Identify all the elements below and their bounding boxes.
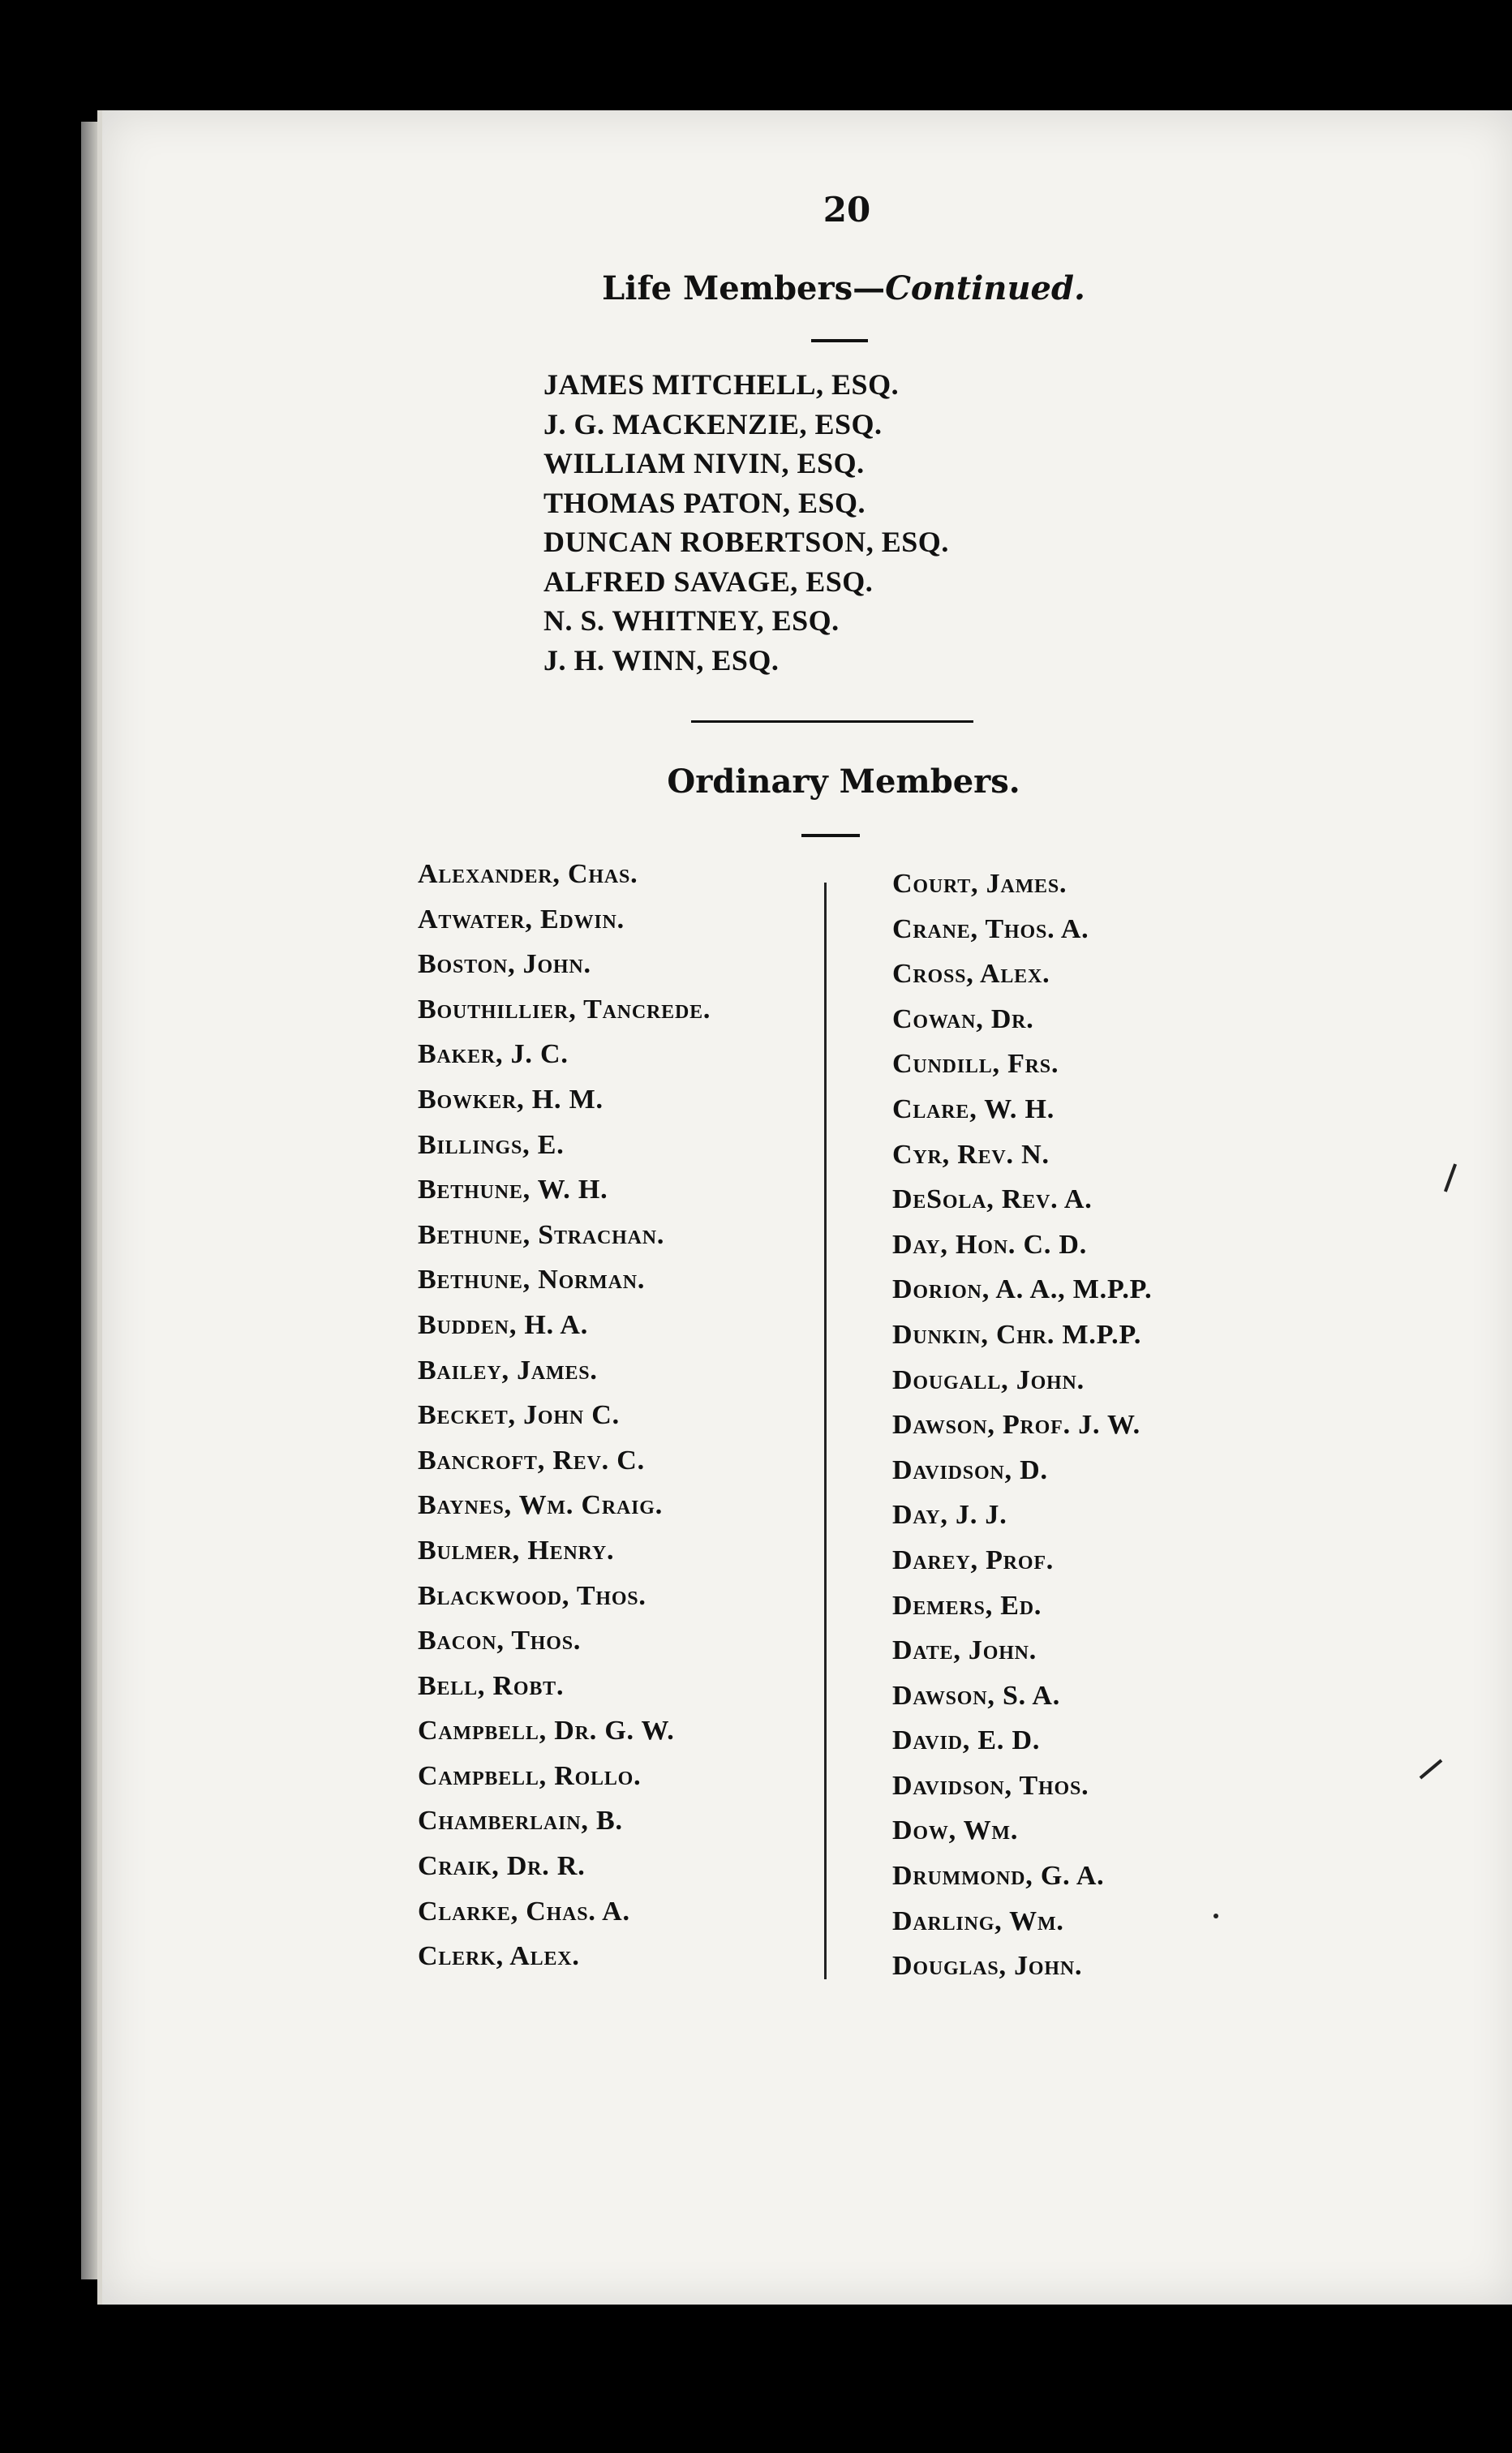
section-divider-rule [691,720,973,723]
member-name: Bell, Robt. [418,1670,565,1701]
heading-rule [811,339,868,342]
member-name: Day, Hon. C. D. [892,1229,1088,1260]
member-name: Day, J. J. [892,1500,1007,1531]
member-name: Bacon, Thos. [418,1626,582,1656]
member-name: Bancroft, Rev. C. [418,1445,645,1476]
member-name: Boston, John. [418,949,591,980]
member-name: Alexander, Chas. [418,859,638,889]
life-member-name: DUNCAN ROBERTSON, ESQ. [543,526,949,558]
member-name: Cundill, Frs. [892,1049,1059,1080]
member-name: Bethune, Norman. [418,1265,646,1295]
member-name: Date, John. [892,1635,1037,1666]
life-members-list [543,365,949,680]
life-members-heading-continued: Continued. [885,269,1085,307]
life-member-name: THOMAS PATON, ESQ. [543,486,866,519]
member-name: Dougall, John. [892,1364,1085,1395]
page-number: 20 [823,190,871,230]
member-name: Dunkin, Chr. M.P.P. [892,1319,1142,1350]
life-member-name: J. H. WINN, ESQ. [543,643,780,677]
member-name: Drummond, G. A. [892,1861,1105,1892]
life-member-name: ALFRED SAVAGE, ESQ. [543,565,874,598]
member-name: Court, James. [892,869,1067,899]
member-name: Douglas, John. [892,1951,1083,1982]
member-name: Cross, Alex. [892,959,1050,990]
member-name: Bouthillier, Tancrede. [418,994,711,1025]
member-name: Dow, Wm. [892,1815,1019,1846]
life-member-name: N. S. WHITNEY, ESQ. [543,604,840,637]
member-name: Bowker, H. M. [418,1084,604,1115]
member-name: Clerk, Alex. [418,1941,580,1972]
life-member-name: WILLIAM NIVIN, ESQ. [543,447,865,479]
member-name: Baynes, Wm. Craig. [418,1490,663,1521]
ordinary-members-left-column [418,852,711,1979]
member-name: Campbell, Rollo. [418,1760,642,1791]
member-name: Darey, Prof. [892,1544,1055,1575]
member-name: Bethune, W. H. [418,1175,608,1205]
ink-speck [1213,1914,1218,1918]
member-name: Cowan, Dr. [892,1003,1034,1034]
member-name: Bulmer, Henry. [418,1535,615,1566]
member-name: Craik, Dr. R. [418,1851,586,1882]
member-name: Atwater, Edwin. [418,904,625,934]
member-name: David, E. D. [892,1725,1041,1756]
member-name: Becket, John C. [418,1400,620,1431]
member-name: Campbell, Dr. G. W. [418,1716,675,1746]
member-name: Davidson, Thos. [892,1770,1089,1801]
member-name: Dawson, S. A. [892,1680,1061,1711]
ordinary-members-heading: Ordinary Members. [667,763,1020,801]
member-name: Chamberlain, B. [418,1806,623,1837]
life-members-heading [568,269,1119,307]
member-name: Clarke, Chas. A. [418,1896,630,1927]
member-name: Blackwood, Thos. [418,1580,646,1611]
member-name: Bailey, James. [418,1355,598,1385]
member-name: Dorion, A. A., M.P.P. [892,1274,1153,1305]
heading-rule [801,834,860,837]
member-name: DeSola, Rev. A. [892,1184,1093,1215]
member-name: Darling, Wm. [892,1905,1064,1936]
page-edge-shadow [81,122,99,2279]
member-name: Dawson, Prof. J. W. [892,1410,1140,1441]
life-member-name: J. G. MACKENZIE, ESQ. [543,407,883,440]
ordinary-members-right-column [892,861,1152,1989]
member-name: Billings, E. [418,1129,565,1160]
member-name: Bethune, Strachan. [418,1219,665,1250]
member-name: Crane, Thos. A. [892,913,1089,944]
life-member-name: JAMES MITCHELL, ESQ. [543,368,900,401]
column-divider [824,883,827,1979]
member-name: Baker, J. C. [418,1039,569,1070]
member-name: Cyr, Rev. N. [892,1139,1050,1170]
life-members-heading-main: Life Members— [602,269,886,307]
member-name: Demers, Ed. [892,1590,1042,1621]
member-name: Davidson, D. [892,1454,1048,1485]
member-name: Budden, H. A. [418,1309,589,1340]
member-name: Clare, W. H. [892,1093,1055,1124]
